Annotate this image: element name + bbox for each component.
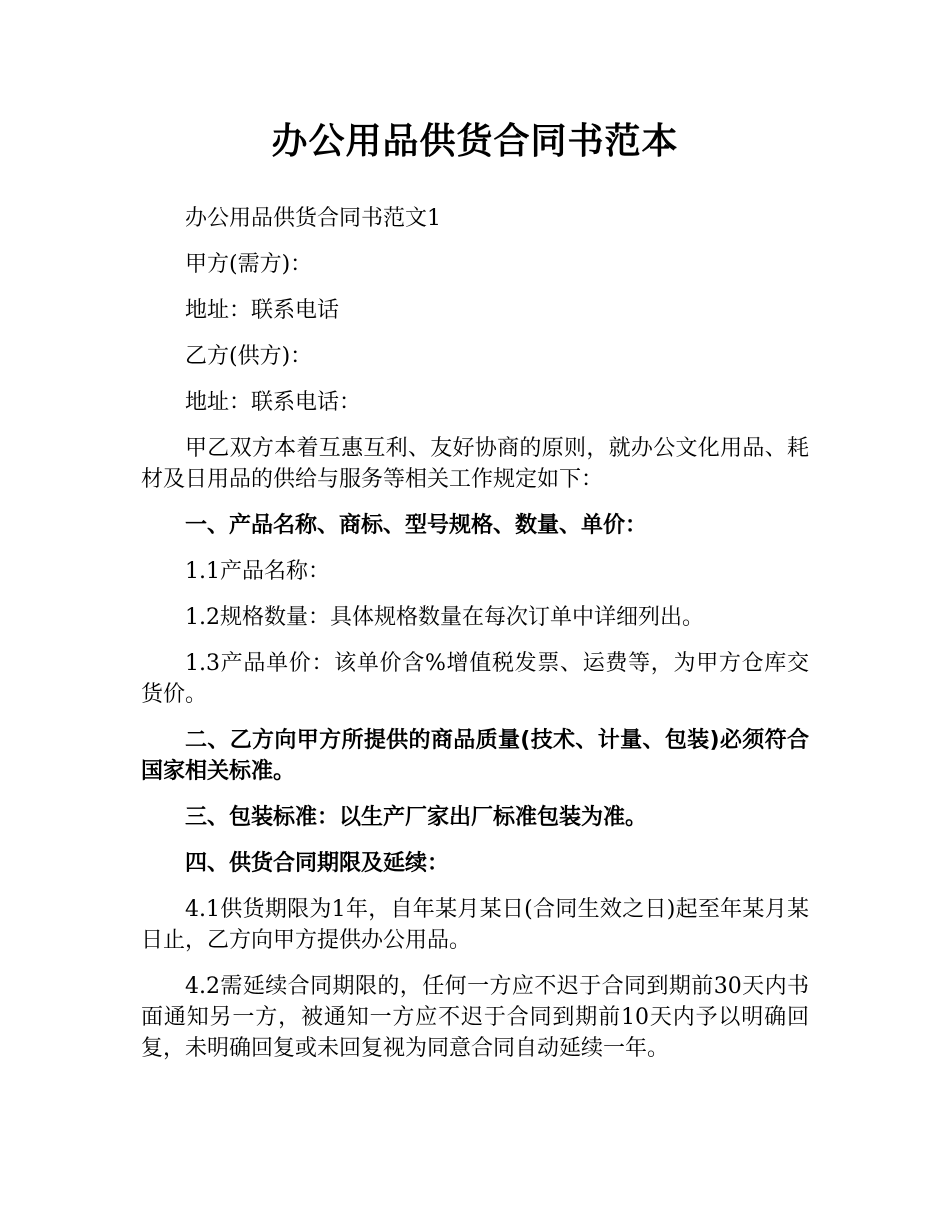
paragraph: 1.3产品单价：该单价含%增值税发票、运费等，为甲方仓库交货价。 — [141, 651, 809, 707]
section-heading: 三、包装标准：以生产厂家出厂标准包装为准。 — [185, 805, 648, 830]
section-heading: 二、乙方向甲方所提供的商品质量(技术、计量、包装)必须符合国家相关标准。 — [141, 728, 809, 784]
paragraph: 1.1产品名称： — [185, 559, 330, 584]
paragraph: 地址：联系电话 — [185, 298, 340, 323]
paragraph: 乙方(供方)： — [185, 344, 313, 369]
paragraph: 1.2规格数量：具体规格数量在每次订单中详细列出。 — [185, 605, 704, 630]
paragraph: 甲乙双方本着互惠互利、友好协商的原则，就办公文化用品、耗材及日用品的供给与服务等相关工作规定如下： — [141, 436, 809, 492]
paragraph: 甲方(需方)： — [185, 252, 313, 277]
paragraph: 4.1供货期限为1年，自年某月某日(合同生效之日)起至年某月某日止，乙方向甲方提供办公用品。 — [141, 897, 809, 953]
section-heading: 一、产品名称、商标、型号规格、数量、单价： — [185, 513, 648, 538]
document-body — [141, 203, 809, 1079]
paragraph: 4.2需延续合同期限的，任何一方应不迟于合同到期前30天内书面通知另一方，被通知一方应不迟于合同到期前10天内予以明确回复，未明确回复或未回复视为同意合同自动延续一年。 — [141, 974, 809, 1061]
document-title: 办公用品供货合同书范本 — [271, 121, 679, 162]
paragraph: 办公用品供货合同书范文1 — [185, 206, 441, 231]
section-heading: 四、供货合同期限及延续： — [185, 851, 450, 876]
paragraph: 地址：联系电话： — [185, 390, 362, 415]
